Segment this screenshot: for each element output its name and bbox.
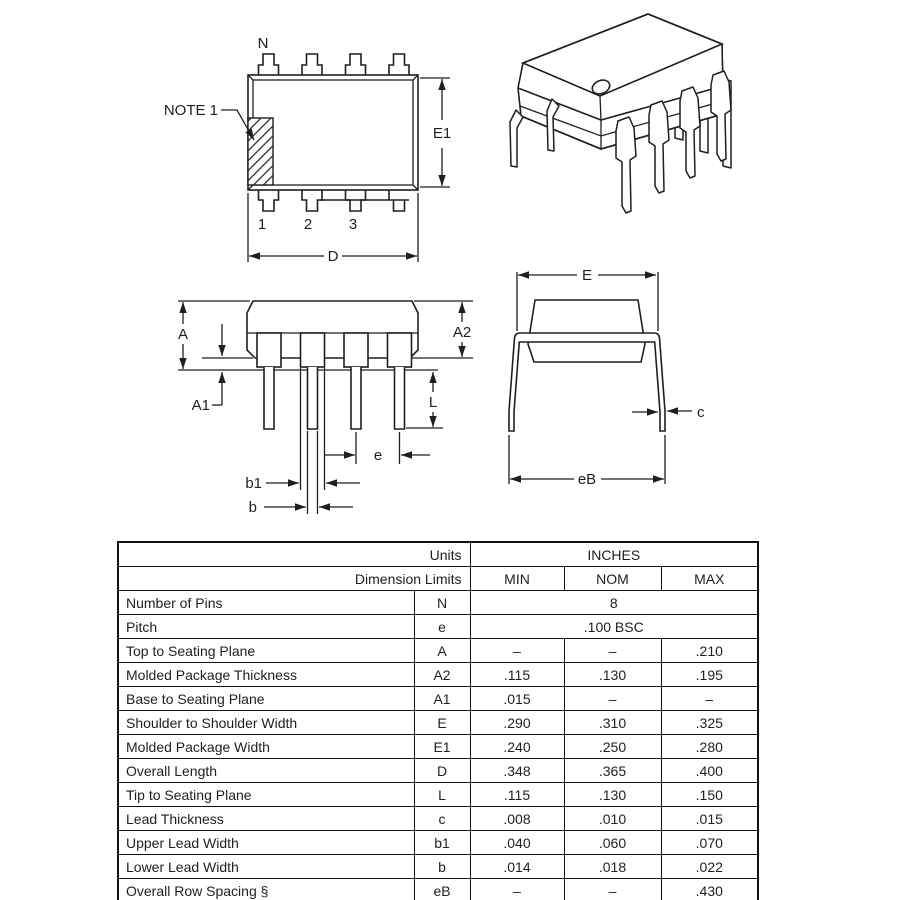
table-row [118,615,758,639]
row-max-cell: – [661,687,758,711]
lead-upper-4 [388,333,412,367]
dimension-table [117,541,759,900]
dim-label-d: D [327,248,339,265]
row-symbol-cell: A1 [414,687,470,711]
end-body-outline [528,300,645,362]
row-max-cell: .022 [661,855,758,879]
row-name-cell: Tip to Seating Plane [118,783,414,807]
row-min-cell: – [470,639,564,663]
table-row [118,687,758,711]
row-min-cell: – [470,879,564,900]
dim-label-a2: A2 [452,324,472,341]
row-max-cell: .325 [661,711,758,735]
row-name-cell: Molded Package Thickness [118,663,414,687]
dim-label-l: L [428,394,438,411]
dim-label-c: c [697,404,705,421]
row-max-cell: .430 [661,879,758,900]
row-name-cell: Pitch [118,615,414,639]
dim-label-e: E [581,267,593,284]
dim-label-b1: b1 [245,475,262,492]
table-row [118,855,758,879]
row-name-cell: Shoulder to Shoulder Width [118,711,414,735]
pin1-index-hatch-area [248,118,273,185]
row-min-cell: .014 [470,855,564,879]
row-name-cell: Base to Seating Plane [118,687,414,711]
dim-label-a1: A1 [191,397,210,414]
pin-top-2 [302,54,322,75]
row-max-cell: .015 [661,807,758,831]
row-max-cell: .070 [661,831,758,855]
row-nom-cell: .130 [564,663,661,687]
pin-top-1 [259,54,279,75]
row-nom-cell: .018 [564,855,661,879]
pin-count-label: N [257,35,269,52]
col-header-nom: NOM [564,567,661,591]
row-name-cell: Lead Thickness [118,807,414,831]
row-min-cell: .115 [470,663,564,687]
row-nom-cell: .365 [564,759,661,783]
row-nom-cell: .130 [564,783,661,807]
row-symbol-cell: D [414,759,470,783]
col-header-max: MAX [661,567,758,591]
pin-top-4 [389,54,409,75]
pin1-number: 1 [257,216,267,233]
row-nom-cell: – [564,639,661,663]
row-nom-cell: – [564,687,661,711]
table-row [118,735,758,759]
row-symbol-cell: e [414,615,470,639]
dimension-limits-header-cell: Dimension Limits [118,567,470,591]
pin2-number: 2 [303,216,313,233]
dim-label-a: A [177,326,189,343]
row-nom-cell: .010 [564,807,661,831]
table-row [118,591,758,615]
row-symbol-cell: E [414,711,470,735]
col-header-min: MIN [470,567,564,591]
lead-upper-3 [344,333,368,367]
row-symbol-cell: E1 [414,735,470,759]
table-row [118,663,758,687]
row-name-cell: Number of Pins [118,591,414,615]
pin-bottom-2 [302,190,322,211]
table-row-dimension-limits [118,567,758,591]
table-row [118,831,758,855]
front-lead-1 [616,117,636,213]
row-max-cell: .195 [661,663,758,687]
table-row [118,783,758,807]
pin3-number: 3 [348,216,358,233]
b-extension-lines [308,431,318,514]
dim-label-b: b [248,499,257,516]
row-min-cell: .348 [470,759,564,783]
row-symbol-cell: b1 [414,831,470,855]
row-symbol-cell: L [414,783,470,807]
table-row [118,711,758,735]
dim-label-eb: eB [577,471,597,488]
row-symbol-cell: N [414,591,470,615]
end-view-drawing [480,260,780,500]
row-max-cell: .150 [661,783,758,807]
pin-bottom-4 [320,190,409,211]
table-row [118,879,758,900]
row-min-cell: .290 [470,711,564,735]
pin-top-3 [346,54,366,75]
row-name-cell: Upper Lead Width [118,831,414,855]
isometric-view-drawing [495,5,785,255]
dim-label-e: e [373,447,383,464]
row-span-value-cell: 8 [470,591,758,615]
lead-upper-1 [257,333,281,367]
row-max-cell: .210 [661,639,758,663]
left-lead-1 [510,110,523,167]
units-header-cell: Units [118,542,470,567]
row-name-cell: Overall Length [118,759,414,783]
pin-bottom-1 [259,190,279,211]
row-nom-cell: .310 [564,711,661,735]
row-min-cell: .115 [470,783,564,807]
row-max-cell: .280 [661,735,758,759]
lead-lower-2 [308,367,318,429]
lead-upper-2 [301,333,325,367]
row-symbol-cell: eB [414,879,470,900]
row-max-cell: .400 [661,759,758,783]
lead-lower-4 [395,367,405,429]
row-nom-cell: .250 [564,735,661,759]
row-span-value-cell: .100 BSC [470,615,758,639]
package-body-inner-edge [253,80,413,185]
row-name-cell: Top to Seating Plane [118,639,414,663]
row-min-cell: .240 [470,735,564,759]
row-symbol-cell: b [414,855,470,879]
row-symbol-cell: c [414,807,470,831]
table-row [118,759,758,783]
row-nom-cell: .060 [564,831,661,855]
row-name-cell: Lower Lead Width [118,855,414,879]
row-nom-cell: – [564,879,661,900]
row-min-cell: .008 [470,807,564,831]
top-view-drawing [140,10,470,270]
dim-label-e1: E1 [432,125,452,142]
table-row [118,807,758,831]
note1-label: NOTE 1 [163,102,218,119]
row-symbol-cell: A [414,639,470,663]
row-min-cell: .040 [470,831,564,855]
inches-header-cell: INCHES [470,542,758,567]
row-name-cell: Overall Row Spacing § [118,879,414,900]
lead-lower-1 [264,367,274,429]
lead-lower-3 [351,367,361,429]
table-row [118,639,758,663]
front-lead-2 [649,101,669,193]
row-symbol-cell: A2 [414,663,470,687]
row-name-cell: Molded Package Width [118,735,414,759]
row-min-cell: .015 [470,687,564,711]
side-view-drawing [140,280,480,530]
table-row-units [118,542,758,567]
